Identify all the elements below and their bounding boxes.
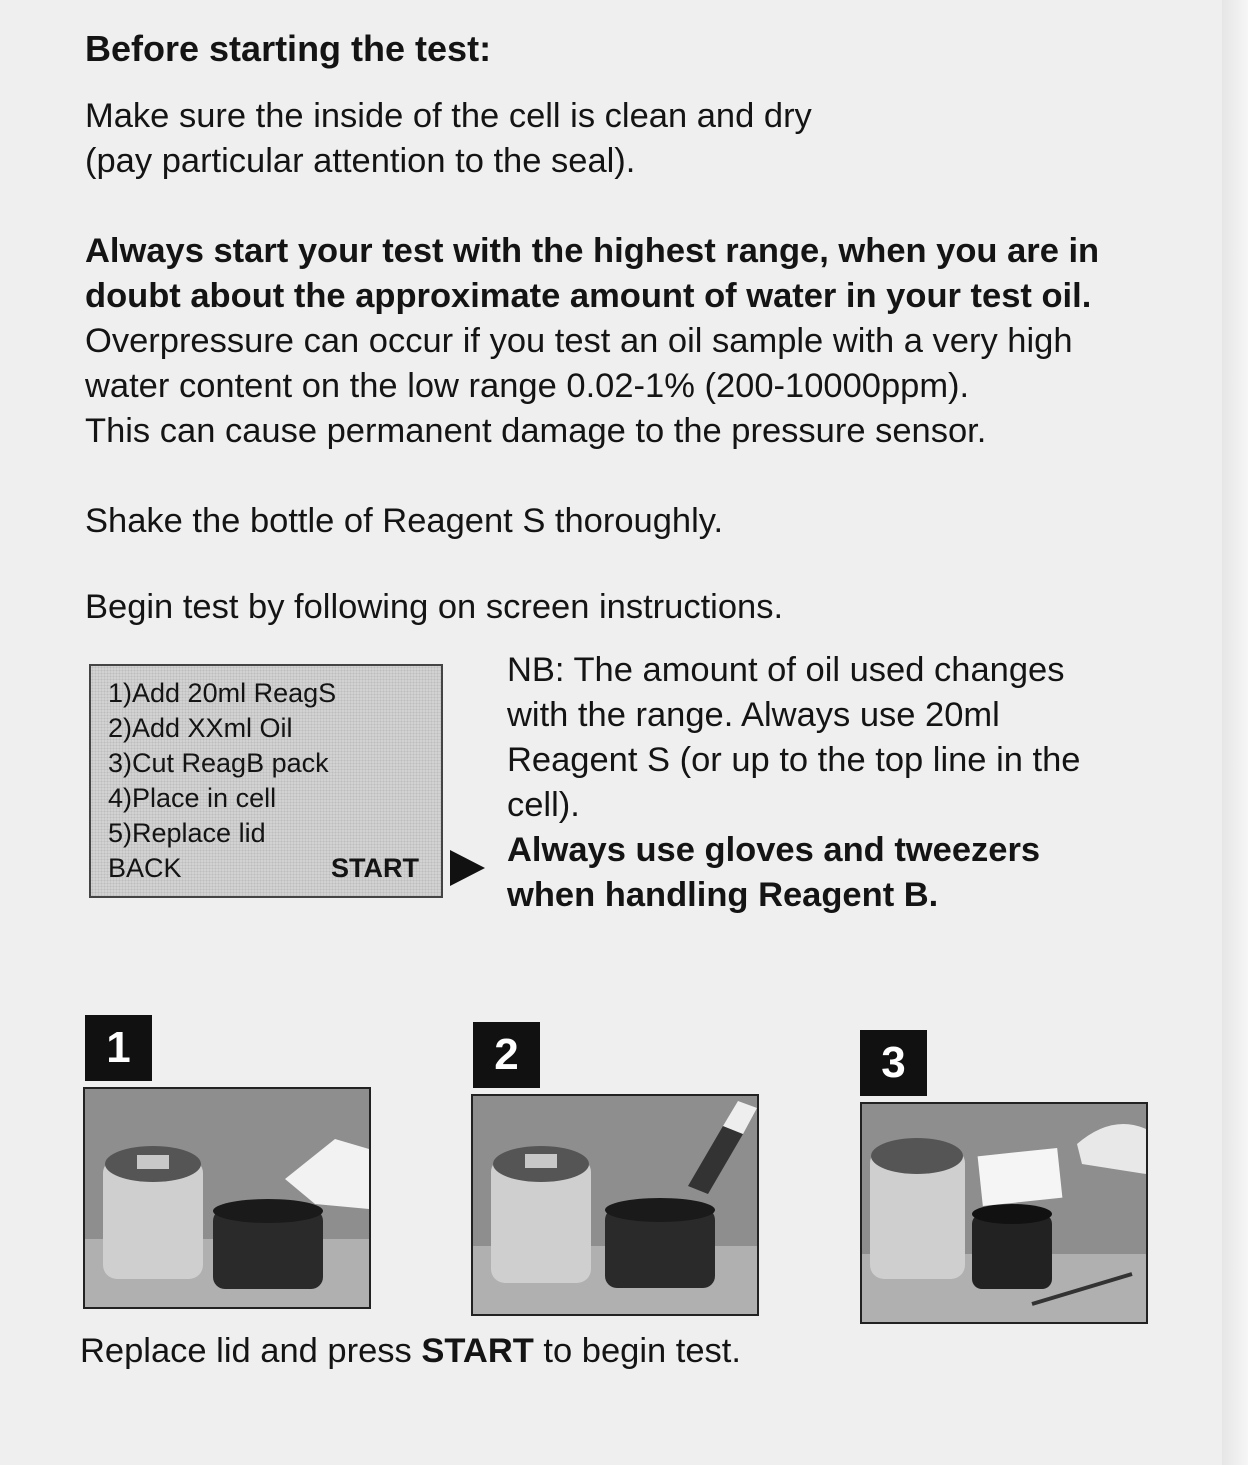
lcd-line: 3)Cut ReagB pack: [108, 748, 329, 778]
range-warning: Always start your test with the highest range, when you are in: [85, 232, 1100, 270]
page-edge: [1222, 0, 1248, 1465]
nb-warning: when handling Reagent B.: [507, 876, 939, 914]
caption: [80, 1332, 741, 1371]
lcd-line: 1)Add 20ml ReagS: [108, 678, 337, 708]
overpressure-text: This can cause permanent damage to the pressure sensor.: [85, 412, 987, 450]
lcd-start: START: [331, 853, 419, 883]
nb-text: Reagent S (or up to the top line in the: [507, 741, 1081, 779]
range-warning: doubt about the approximate amount of water in your test oil.: [85, 277, 1092, 315]
step-photo-place-reagent-b: [860, 1102, 1148, 1324]
overpressure-text: water content on the low range 0.02-1% (200-10000ppm).: [85, 367, 970, 405]
step-number: 1: [85, 1015, 152, 1081]
lcd-line: 4)Place in cell: [108, 783, 277, 813]
clean-instruction-note: (pay particular attention to the seal).: [85, 142, 636, 180]
nb-warning: Always use gloves and tweezers: [507, 831, 1041, 869]
nb-text: with the range. Always use 20ml: [507, 696, 1000, 734]
heading: Before starting the test:: [85, 28, 492, 69]
caption-text: Replace lid and press: [80, 1332, 422, 1370]
arrow-right-icon: [450, 850, 485, 886]
lcd-line: 2)Add XXml Oil: [108, 713, 293, 743]
step-number: 2: [473, 1022, 540, 1088]
lcd-line: 5)Replace lid: [108, 818, 266, 848]
step-photo-add-reagent: [83, 1087, 371, 1309]
clean-instruction: Make sure the inside of the cell is clean and dry: [85, 97, 812, 135]
step-number: 3: [860, 1030, 927, 1096]
nb-text: NB: The amount of oil used changes: [507, 651, 1065, 689]
lcd-screen: [89, 664, 443, 898]
shake-instruction: Shake the bottle of Reagent S thoroughly.: [85, 502, 724, 540]
caption-start: START: [421, 1332, 534, 1370]
caption-text: to begin test.: [533, 1332, 741, 1370]
nb-text: cell).: [507, 786, 580, 824]
step-photo-add-oil: [471, 1094, 759, 1316]
begin-instruction: Begin test by following on screen instructions.: [85, 588, 784, 626]
lcd-back: BACK: [108, 853, 182, 883]
overpressure-text: Overpressure can occur if you test an oil sample with a very high: [85, 322, 1073, 360]
